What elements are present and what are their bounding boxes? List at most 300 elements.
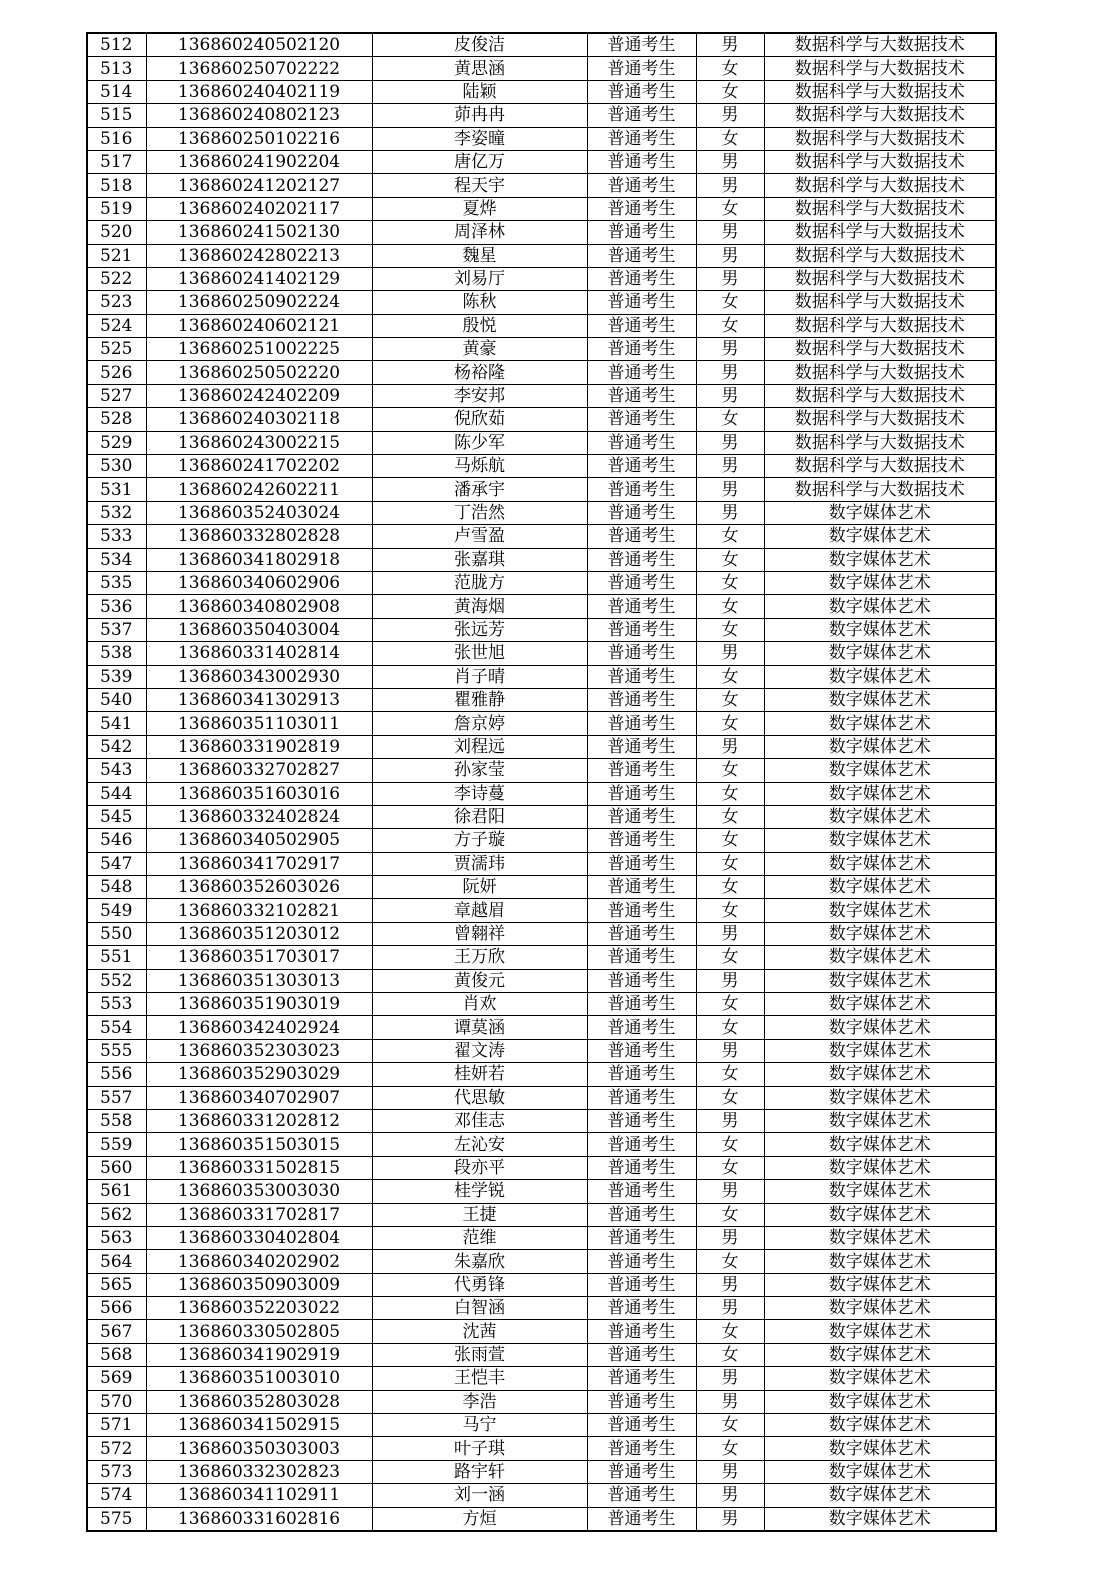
candidate-id-cell: 136860341502915	[146, 1414, 372, 1437]
gender-cell: 女	[696, 127, 764, 150]
gender-cell: 男	[696, 1297, 764, 1320]
name-cell: 李安邦	[372, 384, 587, 407]
gender-cell: 女	[696, 1156, 764, 1179]
candidate-type-cell: 普通考生	[587, 1390, 696, 1413]
name-cell: 陈秋	[372, 291, 587, 314]
name-cell: 方烜	[372, 1507, 587, 1531]
major-cell: 数据科学与大数据技术	[764, 291, 996, 314]
name-cell: 徐君阳	[372, 805, 587, 828]
candidate-id-cell: 136860340502905	[146, 829, 372, 852]
candidate-type-cell: 普通考生	[587, 759, 696, 782]
candidate-id-cell: 136860340802908	[146, 595, 372, 618]
candidate-id-cell: 136860353003030	[146, 1180, 372, 1203]
major-cell: 数字媒体艺术	[764, 1390, 996, 1413]
gender-cell: 男	[696, 478, 764, 501]
table-row	[87, 1016, 996, 1039]
gender-cell: 女	[696, 805, 764, 828]
serial-number-cell: 556	[87, 1063, 146, 1086]
gender-cell: 女	[696, 595, 764, 618]
candidate-type-cell: 普通考生	[587, 1437, 696, 1460]
name-cell: 魏星	[372, 244, 587, 267]
candidate-id-cell: 136860250102216	[146, 127, 372, 150]
table-row	[87, 1343, 996, 1366]
serial-number-cell: 571	[87, 1414, 146, 1437]
candidate-id-cell: 136860243002215	[146, 431, 372, 454]
serial-number-cell: 541	[87, 712, 146, 735]
candidate-type-cell: 普通考生	[587, 1203, 696, 1226]
gender-cell: 男	[696, 338, 764, 361]
candidate-type-cell: 普通考生	[587, 595, 696, 618]
name-cell: 张嘉琪	[372, 548, 587, 571]
candidate-id-cell: 136860342402924	[146, 1016, 372, 1039]
name-cell: 茆冉冉	[372, 104, 587, 127]
name-cell: 桂妍若	[372, 1063, 587, 1086]
gender-cell: 女	[696, 618, 764, 641]
name-cell: 肖子晴	[372, 665, 587, 688]
serial-number-cell: 544	[87, 782, 146, 805]
serial-number-cell: 553	[87, 993, 146, 1016]
gender-cell: 男	[696, 1507, 764, 1531]
gender-cell: 女	[696, 197, 764, 220]
candidate-id-cell: 136860352903029	[146, 1063, 372, 1086]
name-cell: 瞿雅静	[372, 688, 587, 711]
candidate-type-cell: 普通考生	[587, 1250, 696, 1273]
gender-cell: 男	[696, 174, 764, 197]
candidate-id-cell: 136860240502120	[146, 33, 372, 57]
table-row	[87, 1460, 996, 1483]
gender-cell: 女	[696, 1063, 764, 1086]
gender-cell: 女	[696, 548, 764, 571]
table-row	[87, 33, 996, 57]
name-cell: 黄豪	[372, 338, 587, 361]
candidate-id-cell: 136860331202812	[146, 1109, 372, 1132]
table-row	[87, 1133, 996, 1156]
table-row	[87, 431, 996, 454]
table-row	[87, 1437, 996, 1460]
serial-number-cell: 535	[87, 571, 146, 594]
name-cell: 段亦平	[372, 1156, 587, 1179]
serial-number-cell: 558	[87, 1109, 146, 1132]
candidate-type-cell: 普通考生	[587, 1063, 696, 1086]
table-row	[87, 314, 996, 337]
major-cell: 数据科学与大数据技术	[764, 384, 996, 407]
table-row	[87, 712, 996, 735]
name-cell: 周泽林	[372, 221, 587, 244]
serial-number-cell: 547	[87, 852, 146, 875]
candidate-id-cell: 136860250502220	[146, 361, 372, 384]
serial-number-cell: 525	[87, 338, 146, 361]
gender-cell: 男	[696, 1109, 764, 1132]
major-cell: 数字媒体艺术	[764, 1273, 996, 1296]
candidate-id-cell: 136860242402209	[146, 384, 372, 407]
name-cell: 张世旭	[372, 642, 587, 665]
table-row	[87, 1180, 996, 1203]
serial-number-cell: 524	[87, 314, 146, 337]
table-row	[87, 852, 996, 875]
gender-cell: 男	[696, 1039, 764, 1062]
major-cell: 数字媒体艺术	[764, 548, 996, 571]
candidate-id-cell: 136860351203012	[146, 922, 372, 945]
candidate-id-cell: 136860241702202	[146, 455, 372, 478]
table-row	[87, 478, 996, 501]
candidate-type-cell: 普通考生	[587, 338, 696, 361]
name-cell: 杨裕隆	[372, 361, 587, 384]
candidate-id-cell: 136860341102911	[146, 1484, 372, 1507]
name-cell: 路宇轩	[372, 1460, 587, 1483]
serial-number-cell: 521	[87, 244, 146, 267]
gender-cell: 男	[696, 969, 764, 992]
major-cell: 数据科学与大数据技术	[764, 80, 996, 103]
table-row	[87, 1156, 996, 1179]
major-cell: 数据科学与大数据技术	[764, 127, 996, 150]
serial-number-cell: 533	[87, 525, 146, 548]
candidate-type-cell: 普通考生	[587, 1109, 696, 1132]
gender-cell: 男	[696, 267, 764, 290]
major-cell: 数据科学与大数据技术	[764, 314, 996, 337]
name-cell: 王捷	[372, 1203, 587, 1226]
major-cell: 数据科学与大数据技术	[764, 267, 996, 290]
name-cell: 王万欣	[372, 946, 587, 969]
candidate-type-cell: 普通考生	[587, 1156, 696, 1179]
candidate-type-cell: 普通考生	[587, 361, 696, 384]
candidate-id-cell: 136860331702817	[146, 1203, 372, 1226]
table-row	[87, 80, 996, 103]
candidate-type-cell: 普通考生	[587, 1367, 696, 1390]
major-cell: 数字媒体艺术	[764, 969, 996, 992]
name-cell: 白智涵	[372, 1297, 587, 1320]
candidate-type-cell: 普通考生	[587, 735, 696, 758]
serial-number-cell: 543	[87, 759, 146, 782]
table-row	[87, 1507, 996, 1531]
candidate-type-cell: 普通考生	[587, 993, 696, 1016]
admission-roster-table	[86, 32, 997, 1532]
candidate-type-cell: 普通考生	[587, 1133, 696, 1156]
major-cell: 数据科学与大数据技术	[764, 431, 996, 454]
serial-number-cell: 523	[87, 291, 146, 314]
candidate-type-cell: 普通考生	[587, 1297, 696, 1320]
major-cell: 数据科学与大数据技术	[764, 57, 996, 80]
table-row	[87, 805, 996, 828]
candidate-id-cell: 136860341302913	[146, 688, 372, 711]
serial-number-cell: 566	[87, 1297, 146, 1320]
name-cell: 夏烨	[372, 197, 587, 220]
serial-number-cell: 564	[87, 1250, 146, 1273]
serial-number-cell: 554	[87, 1016, 146, 1039]
candidate-id-cell: 136860341702917	[146, 852, 372, 875]
name-cell: 潘承宇	[372, 478, 587, 501]
name-cell: 翟文涛	[372, 1039, 587, 1062]
major-cell: 数字媒体艺术	[764, 759, 996, 782]
gender-cell: 女	[696, 852, 764, 875]
candidate-type-cell: 普通考生	[587, 1460, 696, 1483]
serial-number-cell: 530	[87, 455, 146, 478]
major-cell: 数字媒体艺术	[764, 1086, 996, 1109]
name-cell: 张远芳	[372, 618, 587, 641]
major-cell: 数据科学与大数据技术	[764, 338, 996, 361]
serial-number-cell: 567	[87, 1320, 146, 1343]
name-cell: 黄海烟	[372, 595, 587, 618]
candidate-type-cell: 普通考生	[587, 1226, 696, 1249]
candidate-type-cell: 普通考生	[587, 221, 696, 244]
major-cell: 数字媒体艺术	[764, 1460, 996, 1483]
gender-cell: 男	[696, 1484, 764, 1507]
major-cell: 数据科学与大数据技术	[764, 361, 996, 384]
serial-number-cell: 557	[87, 1086, 146, 1109]
candidate-id-cell: 136860240202117	[146, 197, 372, 220]
candidate-id-cell: 136860340602906	[146, 571, 372, 594]
serial-number-cell: 536	[87, 595, 146, 618]
gender-cell: 女	[696, 525, 764, 548]
major-cell: 数字媒体艺术	[764, 805, 996, 828]
name-cell: 黄思涵	[372, 57, 587, 80]
name-cell: 肖欢	[372, 993, 587, 1016]
gender-cell: 女	[696, 1414, 764, 1437]
table-row	[87, 525, 996, 548]
gender-cell: 女	[696, 408, 764, 431]
table-row	[87, 782, 996, 805]
candidate-id-cell: 136860330402804	[146, 1226, 372, 1249]
candidate-type-cell: 普通考生	[587, 384, 696, 407]
candidate-type-cell: 普通考生	[587, 1414, 696, 1437]
table-row	[87, 665, 996, 688]
serial-number-cell: 526	[87, 361, 146, 384]
major-cell: 数字媒体艺术	[764, 501, 996, 524]
candidate-type-cell: 普通考生	[587, 1016, 696, 1039]
name-cell: 李姿曈	[372, 127, 587, 150]
serial-number-cell: 531	[87, 478, 146, 501]
table-row	[87, 244, 996, 267]
candidate-id-cell: 136860351903019	[146, 993, 372, 1016]
name-cell: 程天宇	[372, 174, 587, 197]
major-cell: 数字媒体艺术	[764, 1109, 996, 1132]
candidate-type-cell: 普通考生	[587, 267, 696, 290]
gender-cell: 男	[696, 1390, 764, 1413]
major-cell: 数据科学与大数据技术	[764, 104, 996, 127]
table-row	[87, 1250, 996, 1273]
gender-cell: 女	[696, 759, 764, 782]
candidate-id-cell: 136860331902819	[146, 735, 372, 758]
name-cell: 代思敏	[372, 1086, 587, 1109]
gender-cell: 女	[696, 1250, 764, 1273]
serial-number-cell: 550	[87, 922, 146, 945]
candidate-id-cell: 136860240802123	[146, 104, 372, 127]
major-cell: 数字媒体艺术	[764, 829, 996, 852]
name-cell: 叶子琪	[372, 1437, 587, 1460]
name-cell: 唐亿万	[372, 150, 587, 173]
major-cell: 数字媒体艺术	[764, 618, 996, 641]
major-cell: 数字媒体艺术	[764, 1039, 996, 1062]
major-cell: 数据科学与大数据技术	[764, 33, 996, 57]
serial-number-cell: 534	[87, 548, 146, 571]
candidate-type-cell: 普通考生	[587, 478, 696, 501]
gender-cell: 女	[696, 688, 764, 711]
candidate-type-cell: 普通考生	[587, 899, 696, 922]
table-row	[87, 104, 996, 127]
gender-cell: 男	[696, 221, 764, 244]
gender-cell: 男	[696, 455, 764, 478]
candidate-type-cell: 普通考生	[587, 548, 696, 571]
table-row	[87, 642, 996, 665]
gender-cell: 女	[696, 1086, 764, 1109]
candidate-type-cell: 普通考生	[587, 782, 696, 805]
name-cell: 张雨萱	[372, 1343, 587, 1366]
candidate-type-cell: 普通考生	[587, 852, 696, 875]
roster-body	[87, 33, 996, 1531]
major-cell: 数字媒体艺术	[764, 1437, 996, 1460]
gender-cell: 男	[696, 735, 764, 758]
candidate-id-cell: 136860251002225	[146, 338, 372, 361]
name-cell: 贾濡玮	[372, 852, 587, 875]
candidate-type-cell: 普通考生	[587, 408, 696, 431]
serial-number-cell: 555	[87, 1039, 146, 1062]
candidate-type-cell: 普通考生	[587, 244, 696, 267]
table-row	[87, 969, 996, 992]
candidate-id-cell: 136860331502815	[146, 1156, 372, 1179]
table-row	[87, 922, 996, 945]
name-cell: 阮妍	[372, 876, 587, 899]
gender-cell: 女	[696, 712, 764, 735]
gender-cell: 男	[696, 244, 764, 267]
major-cell: 数字媒体艺术	[764, 1414, 996, 1437]
gender-cell: 男	[696, 922, 764, 945]
candidate-type-cell: 普通考生	[587, 969, 696, 992]
serial-number-cell: 575	[87, 1507, 146, 1531]
serial-number-cell: 513	[87, 57, 146, 80]
candidate-id-cell: 136860240302118	[146, 408, 372, 431]
candidate-type-cell: 普通考生	[587, 1180, 696, 1203]
table-row	[87, 384, 996, 407]
gender-cell: 男	[696, 431, 764, 454]
gender-cell: 男	[696, 642, 764, 665]
serial-number-cell: 568	[87, 1343, 146, 1366]
candidate-id-cell: 136860331402814	[146, 642, 372, 665]
serial-number-cell: 515	[87, 104, 146, 127]
gender-cell: 女	[696, 1437, 764, 1460]
candidate-type-cell: 普通考生	[587, 314, 696, 337]
candidate-type-cell: 普通考生	[587, 1039, 696, 1062]
major-cell: 数字媒体艺术	[764, 1250, 996, 1273]
serial-number-cell: 572	[87, 1437, 146, 1460]
name-cell: 章越眉	[372, 899, 587, 922]
candidate-id-cell: 136860331602816	[146, 1507, 372, 1531]
major-cell: 数字媒体艺术	[764, 782, 996, 805]
candidate-id-cell: 136860241902204	[146, 150, 372, 173]
table-row	[87, 759, 996, 782]
serial-number-cell: 551	[87, 946, 146, 969]
table-row	[87, 221, 996, 244]
table-row	[87, 1203, 996, 1226]
candidate-type-cell: 普通考生	[587, 501, 696, 524]
serial-number-cell: 563	[87, 1226, 146, 1249]
candidate-type-cell: 普通考生	[587, 688, 696, 711]
major-cell: 数字媒体艺术	[764, 1320, 996, 1343]
serial-number-cell: 516	[87, 127, 146, 150]
name-cell: 黄俊元	[372, 969, 587, 992]
candidate-type-cell: 普通考生	[587, 150, 696, 173]
table-row	[87, 876, 996, 899]
table-row	[87, 899, 996, 922]
gender-cell: 女	[696, 1203, 764, 1226]
major-cell: 数据科学与大数据技术	[764, 197, 996, 220]
major-cell: 数字媒体艺术	[764, 571, 996, 594]
major-cell: 数字媒体艺术	[764, 1133, 996, 1156]
name-cell: 王恺丰	[372, 1367, 587, 1390]
major-cell: 数字媒体艺术	[764, 1484, 996, 1507]
serial-number-cell: 569	[87, 1367, 146, 1390]
major-cell: 数字媒体艺术	[764, 1297, 996, 1320]
major-cell: 数字媒体艺术	[764, 876, 996, 899]
gender-cell: 女	[696, 899, 764, 922]
name-cell: 陆颖	[372, 80, 587, 103]
gender-cell: 男	[696, 361, 764, 384]
major-cell: 数字媒体艺术	[764, 688, 996, 711]
table-row	[87, 1086, 996, 1109]
gender-cell: 女	[696, 80, 764, 103]
table-row	[87, 174, 996, 197]
major-cell: 数字媒体艺术	[764, 1156, 996, 1179]
table-row	[87, 1297, 996, 1320]
serial-number-cell: 545	[87, 805, 146, 828]
gender-cell: 男	[696, 1367, 764, 1390]
gender-cell: 女	[696, 946, 764, 969]
candidate-id-cell: 136860351003010	[146, 1367, 372, 1390]
serial-number-cell: 528	[87, 408, 146, 431]
table-row	[87, 1367, 996, 1390]
candidate-type-cell: 普通考生	[587, 829, 696, 852]
candidate-id-cell: 136860351603016	[146, 782, 372, 805]
table-row	[87, 408, 996, 431]
candidate-id-cell: 136860352803028	[146, 1390, 372, 1413]
serial-number-cell: 559	[87, 1133, 146, 1156]
table-row	[87, 946, 996, 969]
table-row	[87, 1484, 996, 1507]
candidate-type-cell: 普通考生	[587, 876, 696, 899]
table-row	[87, 361, 996, 384]
serial-number-cell: 522	[87, 267, 146, 290]
name-cell: 马烁航	[372, 455, 587, 478]
table-row	[87, 829, 996, 852]
name-cell: 殷悦	[372, 314, 587, 337]
candidate-id-cell: 136860352403024	[146, 501, 372, 524]
gender-cell: 女	[696, 876, 764, 899]
major-cell: 数字媒体艺术	[764, 1367, 996, 1390]
candidate-id-cell: 136860351503015	[146, 1133, 372, 1156]
serial-number-cell: 529	[87, 431, 146, 454]
serial-number-cell: 512	[87, 33, 146, 57]
gender-cell: 女	[696, 1320, 764, 1343]
major-cell: 数字媒体艺术	[764, 899, 996, 922]
table-row	[87, 1063, 996, 1086]
gender-cell: 女	[696, 57, 764, 80]
major-cell: 数字媒体艺术	[764, 1226, 996, 1249]
serial-number-cell: 548	[87, 876, 146, 899]
name-cell: 李诗蔓	[372, 782, 587, 805]
gender-cell: 男	[696, 501, 764, 524]
candidate-id-cell: 136860332402824	[146, 805, 372, 828]
candidate-id-cell: 136860352203022	[146, 1297, 372, 1320]
candidate-type-cell: 普通考生	[587, 922, 696, 945]
gender-cell: 男	[696, 1180, 764, 1203]
table-row	[87, 993, 996, 1016]
name-cell: 桂学锐	[372, 1180, 587, 1203]
candidate-type-cell: 普通考生	[587, 665, 696, 688]
serial-number-cell: 573	[87, 1460, 146, 1483]
candidate-type-cell: 普通考生	[587, 431, 696, 454]
name-cell: 倪欣茹	[372, 408, 587, 431]
serial-number-cell: 532	[87, 501, 146, 524]
major-cell: 数字媒体艺术	[764, 993, 996, 1016]
name-cell: 刘易厅	[372, 267, 587, 290]
